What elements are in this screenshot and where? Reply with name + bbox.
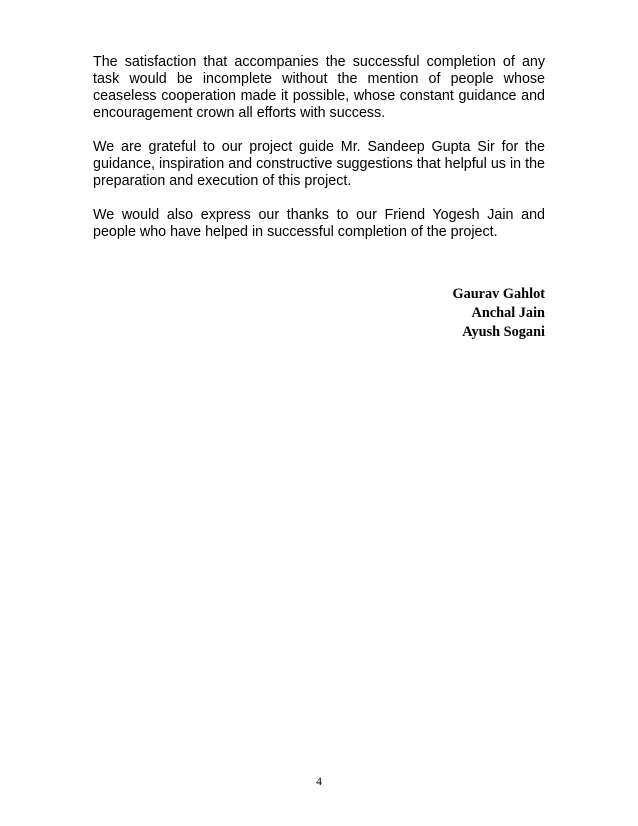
paragraph-gratitude-guide: We are grateful to our project guide Mr. Sandeep Gupta Sir for the guidance, inspiration and constructive suggestions that helpful us in the preparation and execution of this project. — [93, 139, 545, 189]
paragraph-satisfaction: The satisfaction that accompanies the successful completion of any task would be incomplete without the mention of people whose ceaseless cooperation made it possible, whose constant guidance and encouragement crown all efforts with success. — [93, 54, 545, 121]
paragraph-thanks-friend: We would also express our thanks to our Friend Yogesh Jain and people who have helped in successful completion of the project. — [93, 207, 545, 240]
signature-name: Anchal Jain — [471, 305, 545, 321]
signature-block — [452, 285, 545, 342]
signature-name: Gaurav Gahlot — [452, 286, 545, 302]
page-number: 4 — [316, 774, 322, 788]
signature-name: Ayush Sogani — [462, 324, 545, 340]
acknowledgement-body — [93, 54, 545, 258]
